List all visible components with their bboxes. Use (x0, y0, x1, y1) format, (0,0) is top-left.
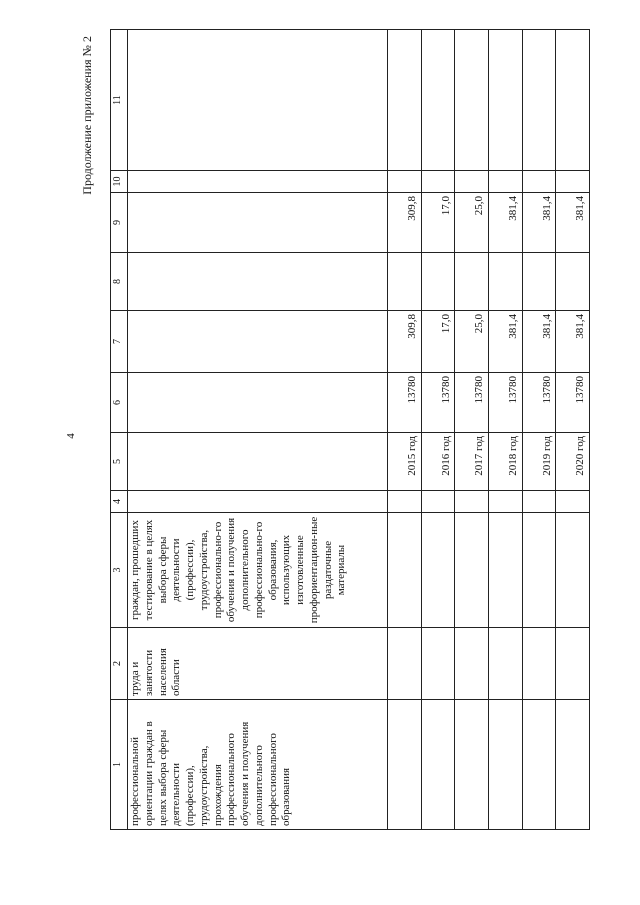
value-col9: 309,8 (388, 193, 422, 253)
table-row (388, 30, 422, 830)
value-col6: 13780 (388, 373, 422, 433)
value-col6: 13780 (522, 373, 556, 433)
value-col9: 25,0 (455, 193, 489, 253)
year-cell: 2016 год (421, 433, 455, 491)
value-col7: 381,4 (522, 311, 556, 373)
appendix-table (110, 29, 590, 830)
col-number: 10 (111, 171, 128, 193)
col-number: 2 (111, 628, 128, 700)
continuation-header: Продолжение приложения № 2 (80, 36, 94, 195)
page-number: 4 (64, 433, 77, 439)
col-number: 6 (111, 373, 128, 433)
value-col9: 17,0 (421, 193, 455, 253)
value-col7: 17,0 (421, 311, 455, 373)
year-cell: 2017 год (455, 433, 489, 491)
table-row (556, 30, 590, 830)
value-col6: 13780 (488, 373, 522, 433)
col-number: 8 (111, 253, 128, 311)
responsible-body: труда и занятости населения области (128, 628, 388, 700)
col-number: 7 (111, 311, 128, 373)
table-row (421, 30, 455, 830)
value-col9: 381,4 (522, 193, 556, 253)
table-row (455, 30, 489, 830)
value-col9: 381,4 (488, 193, 522, 253)
year-cell: 2020 год (556, 433, 590, 491)
col-number: 11 (111, 30, 128, 171)
indicator-description: граждан, прошедших тестирование в целях выбора сферы деятельности (профессии), трудоустройства, профессионально-го обучения и получения дополнительного профессионально-го образования, использующих изготовленные профориентацион-ные раздаточные материалы (128, 513, 388, 628)
col-number: 3 (111, 513, 128, 628)
column-number-row (111, 30, 128, 830)
value-col7: 381,4 (556, 311, 590, 373)
value-col7: 381,4 (488, 311, 522, 373)
value-col6: 13780 (556, 373, 590, 433)
value-col6: 13780 (421, 373, 455, 433)
value-col9: 381,4 (556, 193, 590, 253)
value-col6: 13780 (455, 373, 489, 433)
table-row (522, 30, 556, 830)
col-number: 4 (111, 491, 128, 513)
value-col7: 309,8 (388, 311, 422, 373)
rotated-page (80, 30, 590, 830)
year-cell: 2015 год (388, 433, 422, 491)
col-number: 1 (111, 700, 128, 830)
table-row (488, 30, 522, 830)
activity-description: профессиональной ориентации граждан в целях выбора сферы деятельности (профессии), трудоустройства, прохождения профессионального обучения и получения дополнительного профессионального образования (128, 700, 388, 830)
year-cell: 2019 год (522, 433, 556, 491)
year-cell: 2018 год (488, 433, 522, 491)
table-row (128, 30, 388, 830)
value-col7: 25,0 (455, 311, 489, 373)
col-number: 5 (111, 433, 128, 491)
col-number: 9 (111, 193, 128, 253)
